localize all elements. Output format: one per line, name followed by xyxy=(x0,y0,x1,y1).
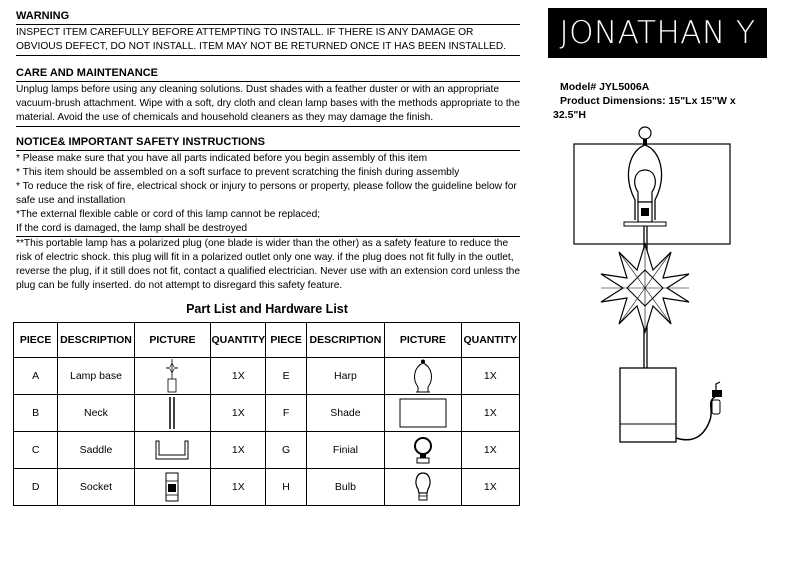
warning-text: INSPECT ITEM CAREFULLY BEFORE ATTEMPTING TO INSTALL. IF THERE IS ANY DAMAGE OR OBVIOUS DEFECT, DO NOT INSTALL. ITEM MAY NOT BE RETURNED ONCE IT HAS BEEN INSTALLED. xyxy=(16,27,507,52)
quantity-cell: 1X xyxy=(461,358,519,395)
safety-item: * To reduce the risk of fire, electrical shock or injury to persons or property, please follow the guideline below for safe use and installation xyxy=(16,181,517,206)
quantity-cell: 1X xyxy=(211,469,266,506)
finial xyxy=(639,127,651,139)
safety-item: *The external flexible cable or cord of this lamp cannot be replaced; xyxy=(16,209,321,220)
lamp-base xyxy=(620,368,676,442)
table-row xyxy=(14,432,520,469)
bulb-icon xyxy=(413,471,433,503)
parts-title: Part List and Hardware List xyxy=(186,302,348,316)
star-ornament xyxy=(601,244,689,332)
quantity-cell: 1X xyxy=(461,395,519,432)
table-row xyxy=(14,469,520,506)
product-info xyxy=(553,80,803,122)
table-row xyxy=(14,395,520,432)
shade-icon xyxy=(398,396,448,430)
warning-divider xyxy=(16,55,520,56)
safety-title: NOTICE& IMPORTANT SAFETY INSTRUCTIONS xyxy=(16,136,520,151)
saddle-icon xyxy=(153,437,191,463)
piece-cell: G xyxy=(266,432,306,469)
quantity-cell: 1X xyxy=(211,358,266,395)
description-cell: Harp xyxy=(306,358,384,395)
picture-cell xyxy=(385,358,461,395)
description-cell: Finial xyxy=(306,432,384,469)
piece-cell: E xyxy=(266,358,306,395)
product-dimensions: Product Dimensions: 15"Lx 15"W x xyxy=(560,95,736,107)
safety-section xyxy=(16,136,520,236)
care-text: Unplug lamps before using any cleaning solutions. Dust shades with a feather duster or with an appropriate vacuum-brush attachment. Wipe with a soft, dry cloth and clean lamp bases with the methods appropriate to the material. Avoid the use of chemicals and household cleaners as they may damage the finish. xyxy=(16,84,520,123)
piece-cell: F xyxy=(266,395,306,432)
header-picture: PICTURE xyxy=(385,323,461,358)
power-cord xyxy=(676,396,716,440)
piece-cell: C xyxy=(14,432,58,469)
picture-cell xyxy=(134,395,210,432)
care-divider xyxy=(16,126,520,127)
description-cell: Neck xyxy=(58,395,134,432)
plug-note-text: **This portable lamp has a polarized plug (one blade is wider than the other) as a safety feature to reduce the risk of electric shock. this plug will fit in a polarized outlet only one way. if the plug does not fit fully in the outlet, reverse the plug, if it still does not fit, contact a qualified electrician. Never use with an extension cord unless the plug can be fully inserted. do not attempt to disregard this safety feature. xyxy=(16,238,520,291)
description-cell: Saddle xyxy=(58,432,134,469)
quantity-cell: 1X xyxy=(211,395,266,432)
safety-item: If the cord is damaged, the lamp shall be destroyed xyxy=(16,223,248,234)
piece-cell: D xyxy=(14,469,58,506)
piece-cell: A xyxy=(14,358,58,395)
description-cell: Socket xyxy=(58,469,134,506)
header-description: DESCRIPTION xyxy=(58,323,134,358)
model-number: Model# JYL5006A xyxy=(560,81,650,93)
care-section xyxy=(16,67,520,125)
header-description: DESCRIPTION xyxy=(306,323,384,358)
picture-cell xyxy=(385,395,461,432)
socket-icon xyxy=(163,471,181,503)
quantity-cell: 1X xyxy=(461,469,519,506)
parts-table xyxy=(13,322,520,506)
header-piece: PIECE xyxy=(266,323,306,358)
product-dimensions-cont: 32.5"H xyxy=(553,109,586,121)
harp-icon xyxy=(410,359,436,393)
lamp-illustration xyxy=(560,120,770,450)
finial-icon xyxy=(412,435,434,465)
table-row xyxy=(14,358,520,395)
safety-item: * This item should be assembled on a soft surface to prevent scratching the finish during assembly xyxy=(16,167,460,178)
lamp-base-icon xyxy=(164,359,180,393)
header-quantity: QUANTITY xyxy=(211,323,266,358)
care-title: CARE AND MAINTENANCE xyxy=(16,67,520,82)
plug-note-section xyxy=(16,237,520,293)
picture-cell xyxy=(134,358,210,395)
picture-cell xyxy=(134,469,210,506)
piece-cell: H xyxy=(266,469,306,506)
picture-cell xyxy=(385,469,461,506)
header-quantity: QUANTITY xyxy=(461,323,519,358)
neck-icon xyxy=(166,396,178,430)
table-header-row xyxy=(14,323,520,358)
header-piece: PIECE xyxy=(14,323,58,358)
picture-cell xyxy=(385,432,461,469)
piece-cell: B xyxy=(14,395,58,432)
warning-title: WARNING xyxy=(16,10,520,25)
header-picture: PICTURE xyxy=(134,323,210,358)
quantity-cell: 1X xyxy=(211,432,266,469)
brand-logo: JONATHAN Y xyxy=(548,8,767,58)
picture-cell xyxy=(134,432,210,469)
warning-section xyxy=(16,10,520,54)
description-cell: Shade xyxy=(306,395,384,432)
safety-item: * Please make sure that you have all parts indicated before you begin assembly of this item xyxy=(16,153,428,164)
description-cell: Bulb xyxy=(306,469,384,506)
quantity-cell: 1X xyxy=(461,432,519,469)
bulb xyxy=(635,170,656,202)
description-cell: Lamp base xyxy=(58,358,134,395)
